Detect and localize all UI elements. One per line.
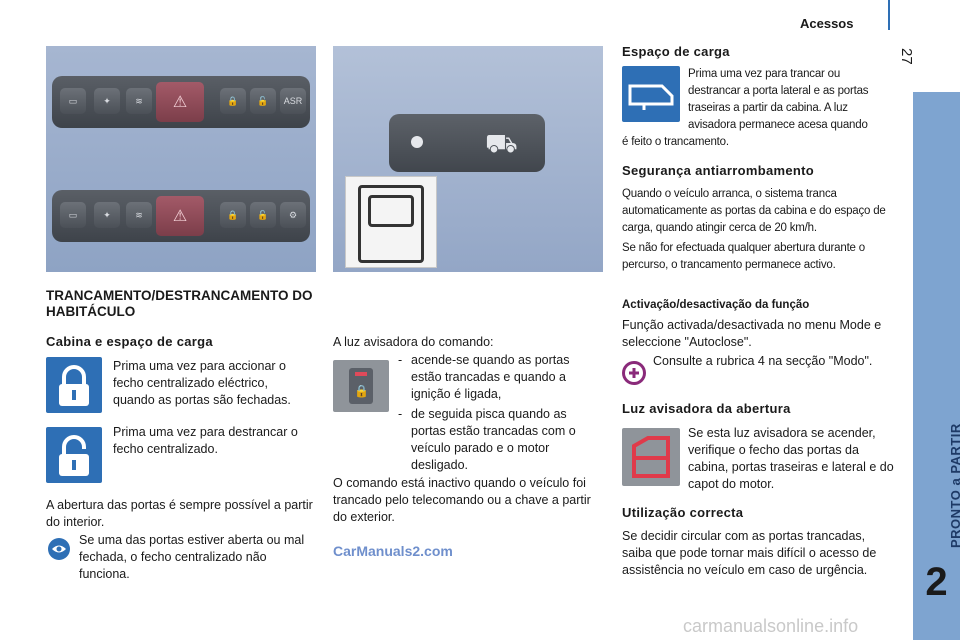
inactive-note: O comando está inactivo quando o veículo foi trancado pelo telecomando ou a chave a partir do exterior. xyxy=(333,476,591,524)
unlock-button: 🔓 xyxy=(250,88,276,114)
cabin-heading: Cabina e espaço de carga xyxy=(46,334,213,349)
chapter-number: 2 xyxy=(925,560,948,604)
usage-heading: Utilização correcta xyxy=(622,505,744,520)
main-title: TRANCAMENTO/DESTRANCAMENTO DO HABITÁCULO xyxy=(46,288,313,319)
panel-button: ▭ xyxy=(60,88,86,114)
door-inset-image xyxy=(345,176,437,268)
lock-button: 🔒 xyxy=(220,88,246,114)
watermark: CarManuals2.com xyxy=(333,543,453,559)
panel-button: ≋ xyxy=(126,202,152,228)
indicator-led xyxy=(411,136,423,148)
bullet-dash: - xyxy=(398,353,403,367)
usage-text: Se decidir circular com as portas trancadas, saiba que pode tornar mais difícil o acesso de assistência no veículo em caso de urgência. xyxy=(622,529,877,577)
header-divider xyxy=(888,0,890,30)
window-outline xyxy=(368,195,414,227)
panel-button: ▭ xyxy=(60,202,86,228)
consult-note: Consulte a rubrica 4 na secção "Modo". xyxy=(653,354,873,368)
switch-panel-bottom xyxy=(52,190,310,242)
unlock-description: Prima uma vez para destrancar o fecho centralizado. xyxy=(113,425,298,456)
page-number: 27 xyxy=(898,48,915,65)
van-lock-icon xyxy=(622,66,680,122)
watermark: carmanualsonline.info xyxy=(683,616,859,636)
panel-button: ⚙ xyxy=(280,202,306,228)
lock-description: Prima uma vez para accionar o fecho centralizado eléctrico, quando as portas são fechadas. xyxy=(113,359,291,407)
chapter-sidebar xyxy=(913,92,960,640)
unlock-button: 🔓 xyxy=(250,202,276,228)
cargo-switch-photo xyxy=(333,46,603,272)
warning-light-heading: Luz avisadora da abertura xyxy=(622,401,791,416)
lock-icon xyxy=(46,357,102,413)
indicator-item-2: de seguida pisca quando as portas estão trancadas com o veículo parado e o motor desligado. xyxy=(411,407,576,472)
eye-icon xyxy=(48,538,70,560)
plus-icon xyxy=(622,361,646,385)
bullet-dash: - xyxy=(398,407,403,421)
lock-symbol-icon: 🔒 xyxy=(354,384,369,398)
anti-theft-heading: Segurança antiarrombamento xyxy=(622,163,815,178)
panel-button: ✦ xyxy=(94,88,120,114)
indicator-item-1: acende-se quando as portas estão trancadas e quando a ignição é ligada, xyxy=(411,353,570,401)
panel-button: ≋ xyxy=(126,88,152,114)
asr-button: ASR xyxy=(280,88,306,114)
cargo-heading: Espaço de carga xyxy=(622,44,730,59)
hazard-button: ⚠ xyxy=(156,196,204,236)
unlock-icon xyxy=(46,427,102,483)
van-icon: ⛟ xyxy=(485,128,518,158)
warning-light-text: Se esta luz avisadora se acender, verifique o fecho das portas da cabina, portas traseiras e lateral e do capot do motor. xyxy=(688,426,894,491)
switch-panel-top xyxy=(52,76,310,128)
door-open-warning-icon xyxy=(622,428,680,486)
dashboard-switch-photo xyxy=(46,46,316,272)
cargo-description-end: é feito o trancamento. xyxy=(622,136,729,148)
activation-text: Função activada/desactivada no menu Mode e seleccione "Autoclose". xyxy=(622,318,882,349)
panel-button: ✦ xyxy=(94,202,120,228)
lock-button: 🔒 xyxy=(220,202,246,228)
cargo-description: Prima uma vez para trancar ou destrancar a porta lateral e as portas traseiras a partir da cabina. A luz avisadora permanece acesa quando xyxy=(688,68,869,131)
anti-theft-text-1: Quando o veículo arranca, o sistema tranca automaticamente as portas da cabina e do espaço de carga, quando atingir cerca de 20 km/h. xyxy=(622,188,886,234)
anti-theft-text-2: Se não for efectuada qualquer abertura durante o percurso, o trancamento permanece activo. xyxy=(622,242,865,271)
indicator-intro: A luz avisadora do comando: xyxy=(333,335,494,349)
door-warning-note: Se uma das portas estiver aberta ou mal fechada, o fecho centralizado não funciona. xyxy=(79,533,305,581)
switch-indicator-icon xyxy=(333,360,389,412)
hazard-button: ⚠ xyxy=(156,82,204,122)
activation-heading: Activação/desactivação da função xyxy=(622,299,810,311)
cargo-switch-panel xyxy=(389,114,545,172)
chapter-label: PRONTO a PARTIR xyxy=(948,423,963,548)
interior-open-text: A abertura das portas é sempre possível a partir do interior. xyxy=(46,498,313,529)
section-title: Acessos xyxy=(800,16,854,31)
